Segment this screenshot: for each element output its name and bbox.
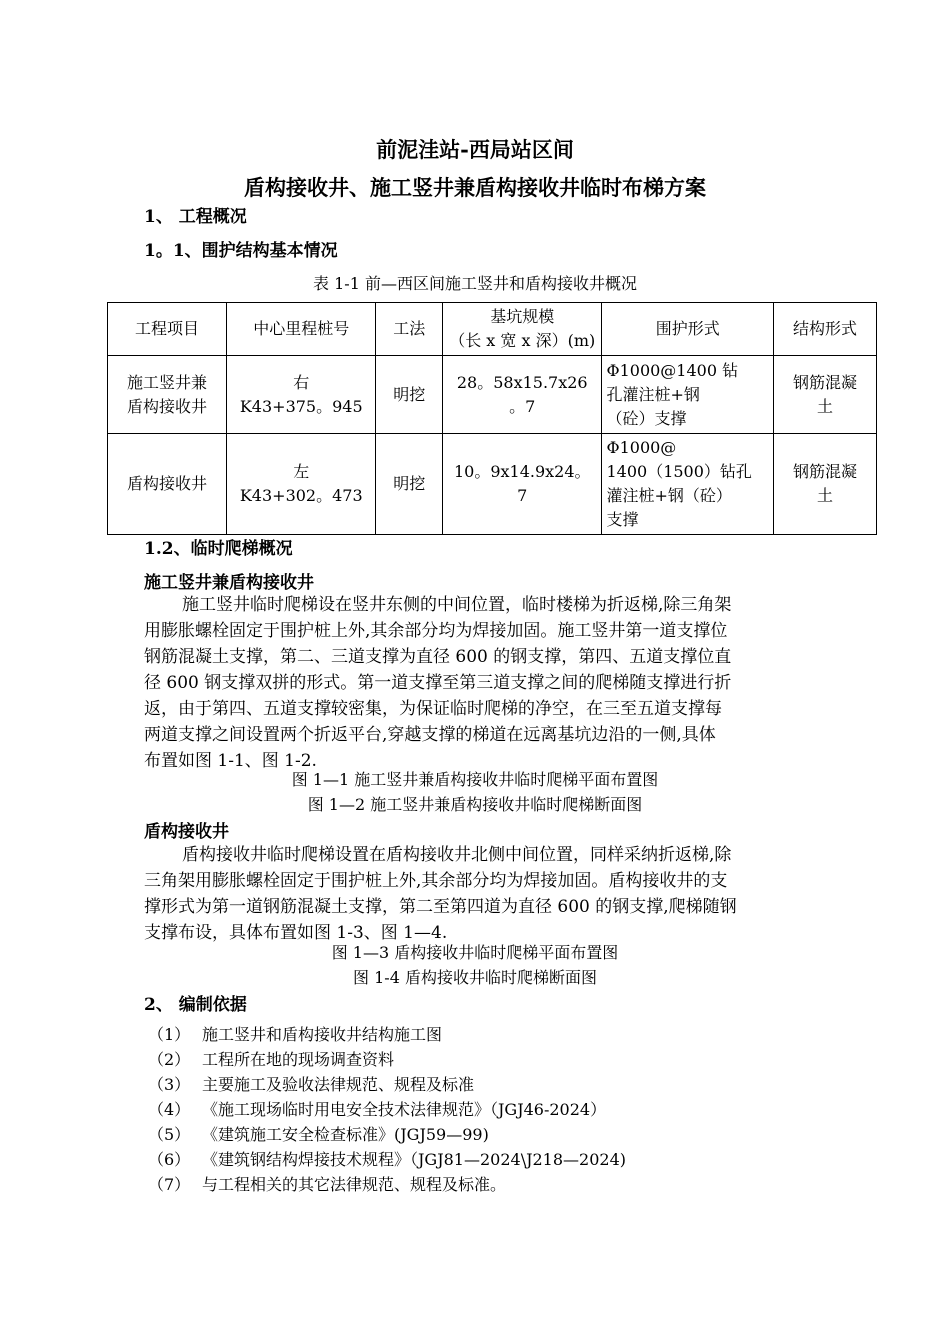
- list-item-number: （4）: [148, 1100, 191, 1119]
- table-cell: 盾构接收井: [108, 434, 227, 535]
- list-item-number: （2）: [148, 1050, 191, 1069]
- table-cell: 钢筋混凝 土: [774, 356, 877, 434]
- table-header-cell: 围护形式: [602, 303, 774, 356]
- list-item-text: 与工程相关的其它法律规范、规程及标准。: [202, 1175, 507, 1194]
- list-item: [148, 1072, 626, 1097]
- list-item-text: 主要施工及验收法律规范、规程及标准: [202, 1075, 475, 1094]
- list-item-text: 施工竖井和盾构接收井结构施工图: [202, 1025, 443, 1044]
- list-item-text: 工程所在地的现场调查资料: [202, 1050, 395, 1069]
- section-heading-1: 1、 工程概况: [144, 207, 247, 227]
- table-cell: 左 K43+302。473: [227, 434, 376, 535]
- paragraph-line: 支撑布设，具体布置如图 1-3、图 1—4.: [144, 923, 448, 943]
- paragraph-line: 施工竖井临时爬梯设在竖井东侧的中间位置，临时楼梯为折返梯,除三角架: [182, 595, 732, 615]
- paragraph-line: 用膨胀螺栓固定于围护桩上外,其余部分均为焊接加固。施工竖井第一道支撑位: [144, 621, 728, 641]
- table-header-cell: 工法: [376, 303, 443, 356]
- figure-caption: 图 1—1 施工竖井兼盾构接收井临时爬梯平面布置图: [291, 770, 659, 789]
- table-caption: 表 1-1 前—西区间施工竖井和盾构接收井概况: [313, 274, 637, 293]
- section-heading-1-1: 1。1、围护结构基本情况: [144, 241, 338, 261]
- table-row: [108, 356, 877, 434]
- paragraph-line: 两道支撑之间设置两个折返平台,穿越支撑的梯道在远离基坑边沿的一侧,具体: [144, 725, 716, 745]
- paragraph-line: 钢筋混凝土支撑，第二、三道支撑为直径 600 的钢支撑，第四、五道支撑位直: [144, 647, 732, 667]
- table-cell: Φ1000@ 1400（1500）钻孔 灌注桩+钢（砼） 支撑: [602, 434, 774, 535]
- list-item: [148, 1122, 626, 1147]
- list-item-text: 《建筑钢结构焊接技术规程》（JGJ81—2024\J218—2024): [202, 1150, 626, 1169]
- table-cell: 28。58x15.7x26 。7: [443, 356, 602, 434]
- paragraph-line: 返，由于第四、五道支撑较密集，为保证临时爬梯的净空，在三至五道支撑每: [144, 699, 722, 719]
- table-header-cell: 中心里程桩号: [227, 303, 376, 356]
- subheading-shaft: 施工竖井兼盾构接收井: [144, 573, 314, 593]
- paragraph-line: 三角架用膨胀螺栓固定于围护桩上外,其余部分均为焊接加固。盾构接收井的支: [144, 871, 728, 891]
- figure-caption: 图 1—3 盾构接收井临时爬梯平面布置图: [331, 943, 619, 962]
- overview-table: [107, 302, 877, 535]
- paragraph-line: 盾构接收井临时爬梯设置在盾构接收井北侧中间位置，同样采纳折返梯,除: [182, 845, 732, 865]
- section-heading-2: 2、 编制依据: [144, 995, 247, 1015]
- document-title-line1: 前泥洼站-西局站区间: [376, 137, 574, 162]
- document-title-line2: 盾构接收井、施工竖井兼盾构接收井临时布梯方案: [244, 175, 706, 200]
- paragraph-line: 布置如图 1-1、图 1-2.: [144, 751, 317, 771]
- list-item: [148, 1047, 626, 1072]
- table-header-cell: 结构形式: [774, 303, 877, 356]
- subheading-receiving-well: 盾构接收井: [144, 822, 229, 842]
- list-item: [148, 1147, 626, 1172]
- table-header-cell: 工程项目: [108, 303, 227, 356]
- table-header-cell: 基坑规模 （长 x 宽 x 深）(m): [443, 303, 602, 356]
- list-item-number: （3）: [148, 1075, 191, 1094]
- list-item: [148, 1022, 626, 1047]
- figure-caption: 图 1-4 盾构接收井临时爬梯断面图: [353, 968, 597, 987]
- paragraph-receiving-well: [144, 842, 808, 946]
- list-item-number: （7）: [148, 1175, 191, 1194]
- list-item-text: 《施工现场临时用电安全技术法律规范》（JGJ46-2024）: [202, 1100, 607, 1119]
- table-cell: 钢筋混凝 土: [774, 434, 877, 535]
- table-cell: Φ1000@1400 钻 孔灌注桩+钢 （砼）支撑: [602, 356, 774, 434]
- paragraph-line: 撑形式为第一道钢筋混凝土支撑，第二至第四道为直径 600 的钢支撑,爬梯随钢: [144, 897, 737, 917]
- list-item: [148, 1172, 626, 1197]
- paragraph-line: 径 600 钢支撑双拼的形式。第一道支撑至第三道支撑之间的爬梯随支撑进行折: [144, 673, 732, 693]
- table-header-row: [108, 303, 877, 356]
- table-cell: 施工竖井兼 盾构接收井: [108, 356, 227, 434]
- list-item-number: （1）: [148, 1025, 191, 1044]
- list-item: [148, 1097, 626, 1122]
- list-item-number: （6）: [148, 1150, 191, 1169]
- list-item-text: 《建筑施工安全检查标准》(JGJ59—99): [202, 1125, 489, 1144]
- figure-caption: 图 1—2 施工竖井兼盾构接收井临时爬梯断面图: [307, 795, 643, 814]
- table-cell: 明挖: [376, 434, 443, 535]
- table-cell: 右 K43+375。945: [227, 356, 376, 434]
- reference-list: [148, 1022, 626, 1197]
- section-heading-1-2: 1.2、临时爬梯概况: [144, 539, 293, 559]
- table-row: [108, 434, 877, 535]
- list-item-number: （5）: [148, 1125, 191, 1144]
- table-cell: 10。9x14.9x24。 7: [443, 434, 602, 535]
- table-cell: 明挖: [376, 356, 443, 434]
- paragraph-shaft: [144, 592, 808, 774]
